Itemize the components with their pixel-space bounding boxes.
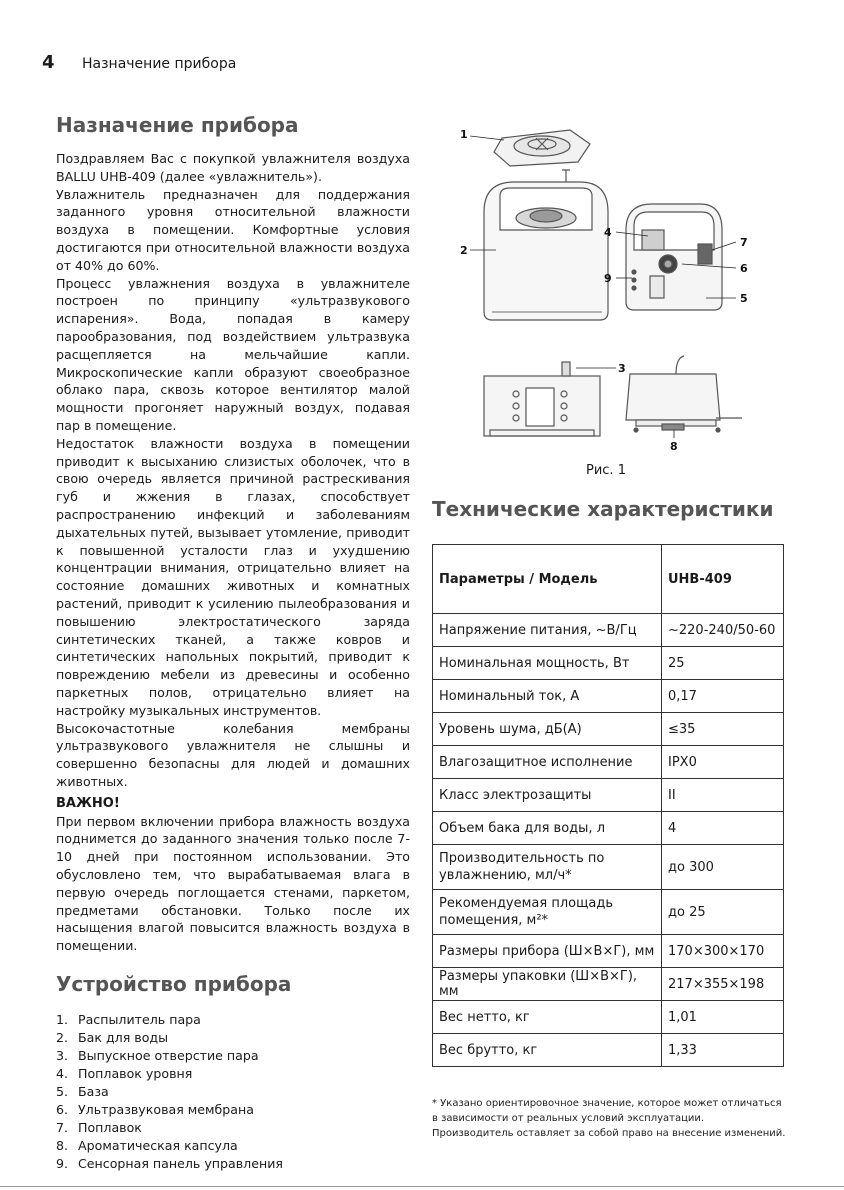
list-item: 7. Поплавок <box>56 1120 142 1136</box>
header-cell-parameter: Параметры / Модель <box>433 545 662 614</box>
process-paragraph: Процесс увлажнения воздуха в увлажнителе построен по принципу «ультразвукового испарения». Вода, попадая в камеру парообразования, под воздействием ультразвука расщепляется на мельчайшие капли. Микроскопические капли образуют своеобразное облако пара, сквозь которое вентилятор малой мощности прогоняет наружный воздух, подавая пар в помещение. <box>56 275 410 433</box>
list-item: 4. Поплавок уровня <box>56 1066 193 1082</box>
running-title: Назначение прибора <box>82 56 237 72</box>
specs-footnote: * Указано ориентировочное значение, которое может отличаться в зависимости от реальных условий эксплуатации. Производитель оставляет за собой право на внесение изменений. <box>432 1098 786 1139</box>
callout-6: 6 <box>740 262 748 275</box>
table-row: Уровень шума, дБ(А) ≤35 <box>433 713 784 746</box>
important-paragraph: При первом включении прибора влажность воздуха поднимется до заданного значения только после 7-10 дней при постоянном использовании. Это обусловлено тем, что вырабатываемая влага в первую очередь поглощается стенами, паркетом, предметами обстановки. Только после их насыщения влагой повысится влажность воздуха в помещении. <box>56 813 410 954</box>
side-view-drawing <box>484 362 600 436</box>
base-unit-drawing <box>626 204 722 310</box>
section-device-title: Устройство прибора <box>56 972 292 997</box>
table-row: Влагозащитное исполнение IPX0 <box>433 746 784 779</box>
callout-1: 1 <box>460 128 468 141</box>
table-header-row <box>433 545 784 614</box>
list-item: 5. База <box>56 1084 109 1100</box>
device-illustration <box>430 112 790 492</box>
callout-2: 2 <box>460 244 468 257</box>
intro-paragraph: Поздравляем Вас с покупкой увлажнителя воздуха BALLU UHB-409 (далее «увлажнитель»). <box>56 151 410 184</box>
section-purpose-title: Назначение прибора <box>56 113 299 137</box>
table-row: Номинальная мощность, Вт 25 <box>433 647 784 680</box>
header-cell-model: UHB-409 <box>662 545 784 614</box>
list-item: 2. Бак для воды <box>56 1030 169 1046</box>
purpose-paragraph: Увлажнитель предназначен для поддержания заданного уровня относительной влажности воздуха в помещении. Комфортные условия достигаются при относительной влажности воздуха от 40% до 60%. <box>56 186 410 273</box>
page-number: 4 <box>42 52 55 73</box>
table-row: Рекомендуемая площадь помещения, м²* до 25 <box>433 890 784 935</box>
callout-8: 8 <box>670 440 678 453</box>
callout-5: 5 <box>740 292 748 305</box>
list-item: 3. Выпускное отверстие пара <box>56 1048 259 1064</box>
table-row: Размеры прибора (Ш×В×Г), мм 170×300×170 <box>433 935 784 968</box>
table-row: Вес брутто, кг 1,33 <box>433 1034 784 1067</box>
table-row: Размеры упаковки (Ш×В×Г), мм 217×355×198 <box>433 968 784 1001</box>
safety-paragraph: Высокочастотные колебания мембраны ультразвукового увлажнителя не слышны и совершенно безопасны для людей и домашних животных. <box>56 720 410 789</box>
figure-caption: Рис. 1 <box>586 463 626 478</box>
callout-4: 4 <box>604 226 612 239</box>
table-row: Вес нетто, кг 1,01 <box>433 1001 784 1034</box>
water-tank-drawing <box>484 182 608 320</box>
section-specs-title: Технические характеристики <box>432 497 774 521</box>
steam-nozzle-drawing <box>494 130 590 166</box>
table-row: Производительность по увлажнению, мл/ч* до 300 <box>433 845 784 890</box>
callout-3: 3 <box>618 362 626 375</box>
left-column <box>56 112 410 1173</box>
table-row: Напряжение питания, ~В/Гц ~220-240/50-60 <box>433 614 784 647</box>
deficiency-paragraph: Недостаток влажности воздуха в помещении приводит к высыханию слизистых оболочек, что в свою очередь является причиной растрескивания губ и жжения в глазах, способствует распространению инфекций и заболеваниям дыхательных путей, вызывает утомление, приводит к повышенной усталости глаз и ухудшению концентрации внимания, отрицательно влияет на состояние домашних животных и комнатных растений, приводит к усилению пылеобразования и повышению электростатического заряда синтетических тканей, а также ковров и синтетических напольных покрытий, приводит к повреждению мебели из древесины и особенно паркетных полов, отрицательно влияет на настройку музыкальных инструментов. <box>56 435 410 718</box>
table-row: Класс электрозащиты II <box>433 779 784 812</box>
back-view-drawing <box>626 356 742 432</box>
callout-9: 9 <box>604 272 612 285</box>
device-parts-list <box>56 1011 410 1173</box>
list-item: 8. Ароматическая капсула <box>56 1138 238 1154</box>
table-row: Объем бака для воды, л 4 <box>433 812 784 845</box>
page-header <box>42 52 236 74</box>
callout-7: 7 <box>740 236 748 249</box>
bottom-rule <box>0 1186 844 1187</box>
list-item: 9. Сенсорная панель управления <box>56 1156 283 1172</box>
list-item: 1. Распылитель пара <box>56 1012 201 1028</box>
important-label: ВАЖНО! <box>56 795 120 811</box>
specs-table <box>432 544 784 1067</box>
table-row: Номинальный ток, А 0,17 <box>433 680 784 713</box>
list-item: 6. Ультразвуковая мембрана <box>56 1102 254 1118</box>
